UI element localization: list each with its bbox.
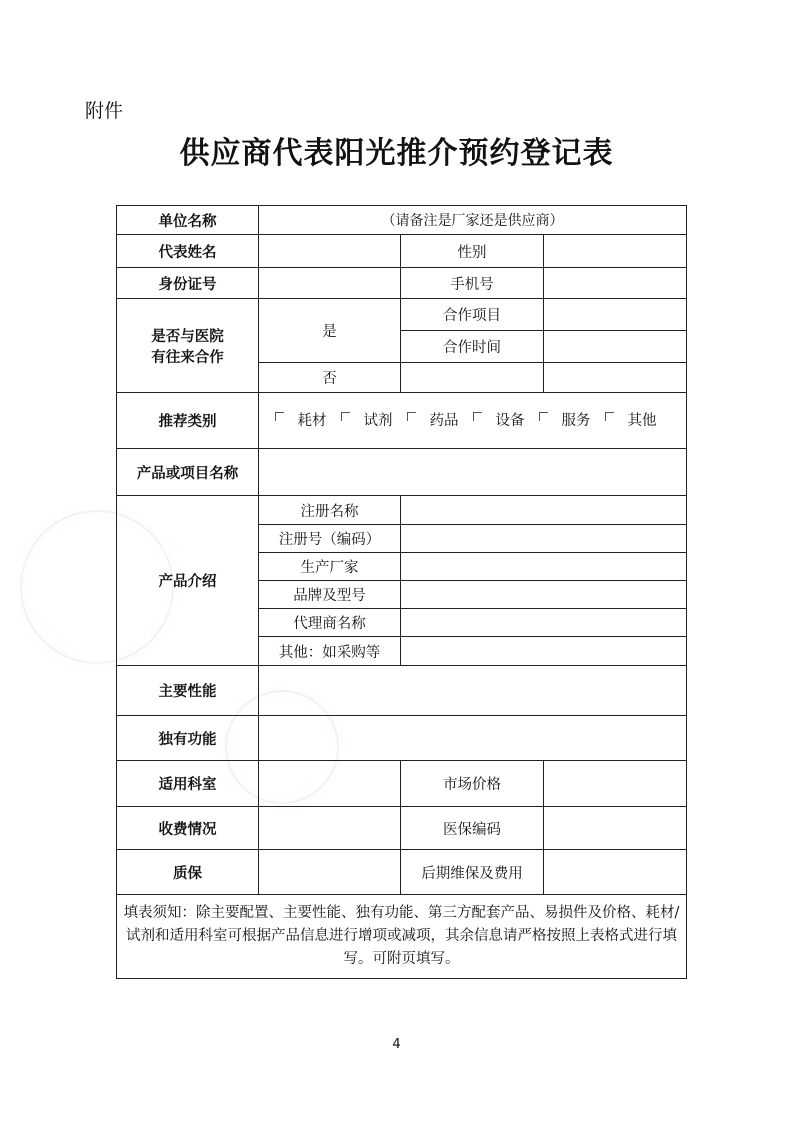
page-number: 4 [392, 1037, 401, 1052]
category-option[interactable] [605, 408, 657, 434]
intro-field-registration-name[interactable] [401, 496, 687, 525]
cooperation-project-label: 合作项目 [401, 299, 544, 331]
warranty-label: 质保 [117, 850, 259, 895]
fee-status-field[interactable] [259, 807, 401, 850]
category-label: 试剂 [363, 412, 393, 429]
intro-field-registration-number[interactable] [401, 525, 687, 553]
category-label: 设备 [495, 412, 525, 429]
cooperation-time-label: 合作时间 [401, 331, 544, 363]
row-rep-name [117, 235, 687, 268]
fill-instructions: 填表须知：除主要配置、主要性能、独有功能、第三方配套产品、易损件及价格、耗材/试剂和适用科室可根据产品信息进行增项或减项，其余信息请严格按照上表格式进行填写。可附页填写。 [117, 895, 687, 979]
attachment-label: 附件 [85, 100, 124, 122]
market-price-label: 市场价格 [401, 761, 544, 807]
row-unique [117, 716, 687, 761]
phone-field[interactable] [544, 268, 687, 299]
cooperation-project-field[interactable] [544, 299, 687, 331]
row-dept-price [117, 761, 687, 807]
checkbox-icon [275, 412, 284, 421]
insurance-code-field[interactable] [544, 807, 687, 850]
maintenance-field[interactable] [544, 850, 687, 895]
rep-name-label: 代表姓名 [117, 235, 259, 268]
category-option[interactable] [407, 408, 459, 434]
cooperation-no-option[interactable]: 否 [259, 363, 401, 393]
row-unit-name [117, 206, 687, 235]
gender-label: 性别 [401, 235, 544, 268]
checkbox-icon [407, 412, 416, 421]
applicable-department-label: 适用科室 [117, 761, 259, 807]
category-label: 其他 [627, 412, 657, 429]
row-notice [117, 895, 687, 979]
row-intro-registration-name [117, 496, 687, 525]
category-option[interactable] [341, 408, 393, 434]
page-title: 供应商代表阳光推介预约登记表 [179, 136, 614, 171]
checkbox-icon [539, 412, 548, 421]
id-number-field[interactable] [259, 268, 401, 299]
intro-field-brand-model[interactable] [401, 581, 687, 609]
maintenance-label: 后期维保及费用 [401, 850, 544, 895]
fee-status-label: 收费情况 [117, 807, 259, 850]
cooperation-label-line2: 有往来合作 [151, 349, 224, 366]
intro-item-other: 其他：如采购等 [259, 637, 401, 666]
recommend-category-label: 推荐类别 [117, 393, 259, 449]
intro-item-brand-model: 品牌及型号 [259, 581, 401, 609]
main-performance-field[interactable] [259, 666, 687, 716]
unit-name-field[interactable] [259, 206, 687, 235]
unique-function-label: 独有功能 [117, 716, 259, 761]
cooperation-time-field[interactable] [544, 331, 687, 363]
intro-item-manufacturer: 生产厂家 [259, 553, 401, 581]
unit-name-hint: （请备注是厂家还是供应商） [381, 213, 564, 229]
unit-name-label: 单位名称 [117, 206, 259, 235]
checkbox-icon [473, 412, 482, 421]
cooperation-no-field-b[interactable] [544, 363, 687, 393]
checkbox-icon [341, 412, 350, 421]
cooperation-yes-option[interactable]: 是 [259, 299, 401, 363]
intro-item-registration-number: 注册号（编码） [259, 525, 401, 553]
registration-form-table [116, 205, 687, 979]
warranty-field[interactable] [259, 850, 401, 895]
checkbox-icon [605, 412, 614, 421]
row-product-name [117, 449, 687, 496]
recommend-category-options [259, 393, 687, 449]
id-number-label: 身份证号 [117, 268, 259, 299]
row-warranty [117, 850, 687, 895]
row-coop-project [117, 299, 687, 331]
applicable-department-field[interactable] [259, 761, 401, 807]
category-label: 服务 [561, 412, 591, 429]
product-name-label: 产品或项目名称 [117, 449, 259, 496]
cooperation-label-line1: 是否与医院 [151, 328, 224, 345]
category-option[interactable] [539, 408, 591, 434]
phone-label: 手机号 [401, 268, 544, 299]
category-option[interactable] [473, 408, 525, 434]
product-intro-label: 产品介绍 [117, 496, 259, 666]
category-label: 耗材 [297, 412, 327, 429]
intro-field-agent[interactable] [401, 609, 687, 637]
row-id [117, 268, 687, 299]
gender-field[interactable] [544, 235, 687, 268]
cooperation-label [117, 299, 259, 393]
category-option[interactable] [275, 408, 327, 434]
rep-name-field[interactable] [259, 235, 401, 268]
intro-field-manufacturer[interactable] [401, 553, 687, 581]
cooperation-no-field-a[interactable] [401, 363, 544, 393]
main-performance-label: 主要性能 [117, 666, 259, 716]
row-recommend [117, 393, 687, 449]
intro-field-other[interactable] [401, 637, 687, 666]
market-price-field[interactable] [544, 761, 687, 807]
row-fee-insurance [117, 807, 687, 850]
insurance-code-label: 医保编码 [401, 807, 544, 850]
row-performance [117, 666, 687, 716]
intro-item-agent: 代理商名称 [259, 609, 401, 637]
category-label: 药品 [429, 412, 459, 429]
intro-item-registration-name: 注册名称 [259, 496, 401, 525]
unique-function-field[interactable] [259, 716, 687, 761]
product-name-field[interactable] [259, 449, 687, 496]
